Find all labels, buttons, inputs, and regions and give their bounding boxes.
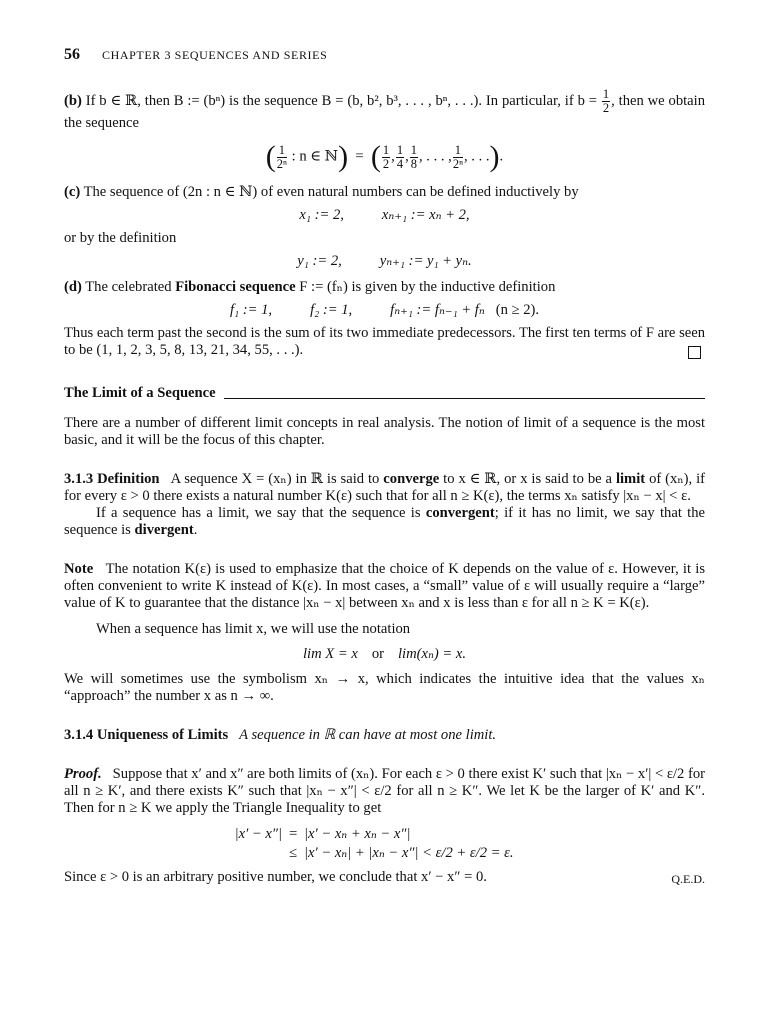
proof-paragraph: Proof. Suppose that x′ and x″ are both limits of (xₙ). For each ε > 0 there exist K′ such that |xₙ − x′| < ε/2 for all n ≥ K′, and there exists K″ such that |xₙ − x″| < ε/2 for all n ≥ K″. We let K be the larger of K′ and K″. Then for n ≥ K we apply the Triangle Inequality to get bbox=[64, 766, 705, 816]
qed-mark: Q.E.D. bbox=[671, 872, 705, 886]
running-head: CHAPTER 3 SEQUENCES AND SERIES bbox=[102, 48, 328, 62]
equation-c-definition: y₁ := 2, yₙ₊₁ := y₁ + yₙ. bbox=[297, 253, 472, 269]
page-header bbox=[64, 46, 705, 64]
definition-label: 3.1.3 Definition bbox=[64, 471, 160, 487]
section-intro: There are a number of different limit concepts in real analysis. The notion of limit of a sequence is the most basic, and it will be the focus of this chapter. bbox=[64, 415, 705, 448]
term-converge: converge bbox=[383, 471, 440, 487]
item-b-line2-prefix: b = bbox=[577, 92, 597, 109]
item-c-or: or by the definition bbox=[64, 230, 177, 246]
display-dots: , . . . , bbox=[418, 148, 452, 165]
note-label: Note bbox=[64, 561, 94, 577]
note-paragraph: Note The notation K(ε) is used to emphasize that the choice of K depends on the value of ε. However, it is often convenient to write K instead of K(ε). In most cases, a “small” value of ε will usually require a “large” value of K to guarantee that the distance |xₙ − x| between xₙ and x is less than ε for all n ≥ K = K(ε). bbox=[64, 561, 705, 611]
equation-fibonacci: f₁ := 1, f₂ := 1, fₙ₊₁ := fₙ₋₁ + fₙ (n ≥ 2). bbox=[229, 302, 540, 318]
note-paragraph-3: We will sometimes use the symbolism xₙ → x, which indicates the intuitive idea that the values xₙ “approach” the number x as n → ∞. bbox=[64, 671, 705, 704]
item-d-label: (d) bbox=[64, 279, 82, 295]
proof-conclusion: Since ε > 0 is an arbitrary positive number, we conclude that x′ − x″ = 0. Q.E.D. bbox=[64, 869, 705, 886]
proof-label: Proof. bbox=[64, 766, 102, 782]
page-number: 56 bbox=[64, 46, 80, 63]
section-heading bbox=[64, 385, 705, 402]
frac-general-right: $\frac{1}{\text{2ⁿ}}$ bbox=[452, 142, 463, 171]
term-limit: limit bbox=[615, 471, 646, 487]
note-paragraph-2: When a sequence has limit x, we will use the notation bbox=[96, 621, 411, 637]
display-end: . bbox=[499, 148, 504, 165]
theorem-label: 3.1.4 Uniqueness of Limits bbox=[64, 727, 229, 743]
theorem-3-1-4 bbox=[64, 727, 705, 744]
frac-general-left: $\frac{1}{\text{2ⁿ}}$ bbox=[276, 142, 287, 171]
definition-paragraph-2: If a sequence has a limit, we say that the sequence is convergent; if it has no limit, we say that the sequence is divergent. bbox=[64, 505, 706, 538]
section-rule bbox=[224, 398, 705, 399]
end-of-example-box bbox=[688, 346, 701, 359]
frac-term-3: $\frac{1}{8}$ bbox=[410, 142, 417, 171]
fibonacci-followup: Thus each term past the second is the sum of its two immediate predecessors. The first ten terms of F are seen to be (1, 1, 2, 3, 5, 8, 13, 21, 34, 55, . . .). bbox=[64, 325, 705, 358]
item-b-label: (b) bbox=[64, 92, 82, 109]
inequality-row-1: |x′ − x″| = |x′ − xₙ + xₙ − x″| bbox=[234, 826, 411, 842]
section-title: The Limit of a Sequence bbox=[64, 385, 216, 401]
example-d: (d) The celebrated Fibonacci sequence F := (fₙ) is given by the inductive definition bbox=[64, 279, 556, 295]
frac-term-2: $\frac{1}{4}$ bbox=[396, 142, 404, 171]
definition-3-1-3: 3.1.3 Definition A sequence X = (xₙ) in ℝ is said to converge to x ∈ ℝ, or x is said to be a limit of (xₙ), if for every ε > 0 there exists a natural number K(ε) such that for all n ≥ K(ε), the terms xₙ satisfy |xₙ − x| < ε. bbox=[64, 471, 705, 504]
equation-c-inductive: x₁ := 2, xₙ₊₁ := xₙ + 2, bbox=[299, 207, 470, 223]
display-left-condition: : n ∈ ℕ bbox=[291, 148, 339, 165]
term-divergent: divergent bbox=[134, 522, 194, 538]
item-c-label: (c) bbox=[64, 184, 81, 200]
frac-term-1: $\frac{1}{2}$ bbox=[382, 142, 390, 171]
limit-notation-equation: lim X = x or lim(xₙ) = x. bbox=[302, 646, 467, 662]
example-b bbox=[64, 88, 705, 132]
triangle-inequality-display bbox=[200, 825, 705, 863]
textbook-page bbox=[64, 46, 705, 888]
display-equation-b: ( $\frac{1}{\text{2ⁿ}}$ : n ∈ ℕ) = ( $\frac{1}{2}$ , $\frac{1}{4}$ , $\frac{1}{8}$ , . . . , $\frac{1}{\text{2ⁿ}}$ , . . .). bbox=[265, 140, 504, 173]
item-b-line2-suffix: , then we obtain the sequence bbox=[64, 92, 705, 131]
display-tail: , . . . bbox=[464, 148, 490, 165]
item-c-text: The sequence of (2n : n ∈ ℕ) of even natural numbers can be defined inductively by bbox=[83, 184, 579, 200]
item-b-line1: If b ∈ ℝ, then B := (bⁿ) is the sequence B = (b, b², b³, . . . , bⁿ, . . .). In particular, if bbox=[85, 92, 574, 109]
term-convergent: convergent bbox=[425, 505, 495, 521]
inequality-row-2: ≤ |x′ − xₙ| + |xₙ − x″| < ε/2 + ε/2 = ε. bbox=[288, 845, 514, 861]
fraction-half: $\frac{1}{2}$ bbox=[602, 87, 610, 115]
theorem-statement: A sequence in ℝ can have at most one limit. bbox=[239, 727, 497, 743]
fibonacci-term: Fibonacci sequence bbox=[175, 279, 296, 295]
example-c bbox=[64, 184, 705, 201]
